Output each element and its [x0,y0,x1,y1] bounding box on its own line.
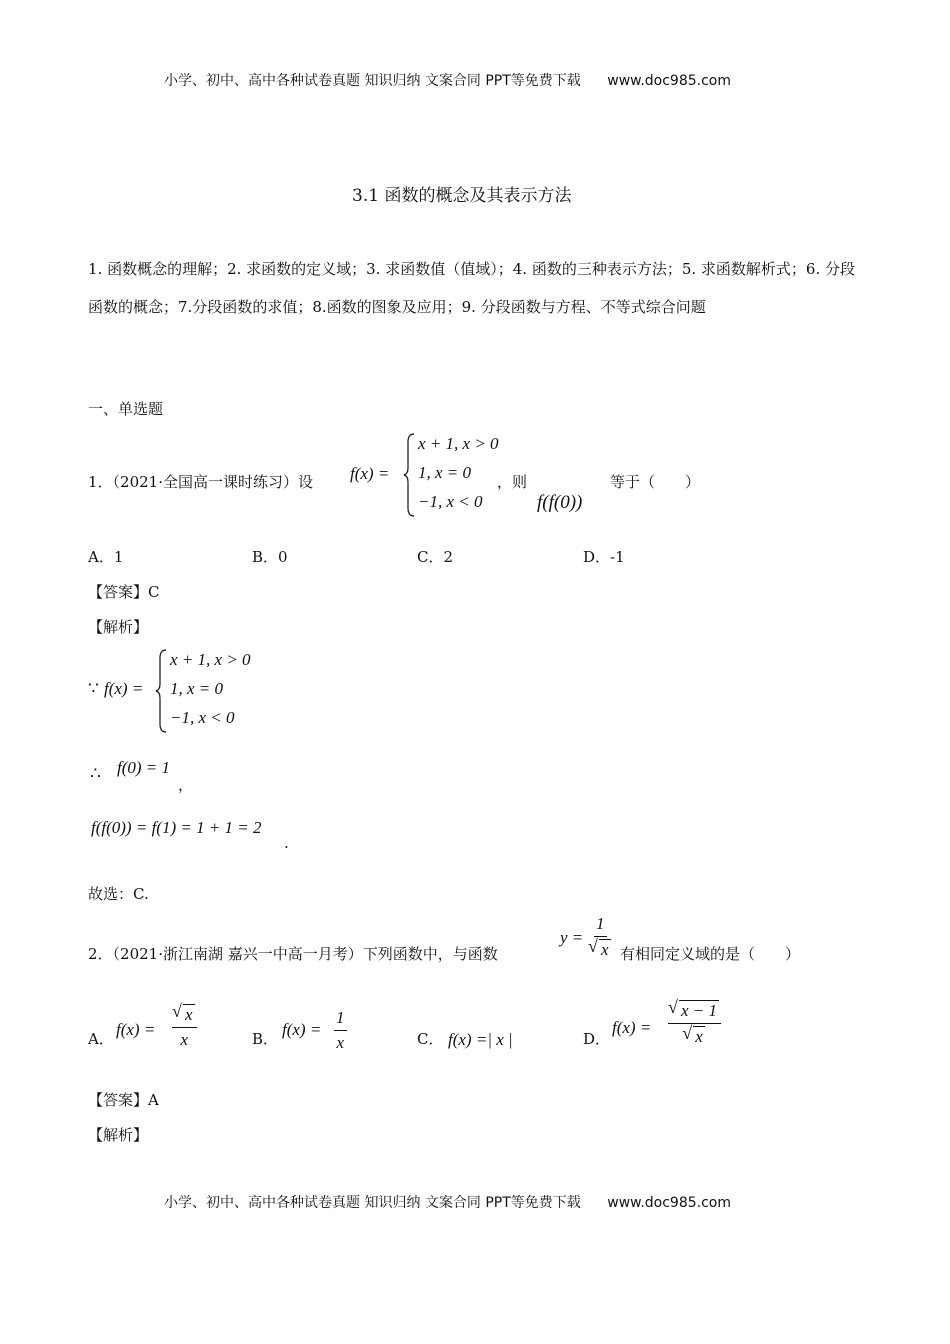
q2-y-fraction [590,914,611,960]
q2-option-b-label[interactable]: B． [252,1030,279,1048]
q2-y-den: √ x [599,939,611,960]
q1-step-1: f(0) = 1 [117,758,171,777]
q2-option-b-lhs: f(x) = [282,1020,322,1039]
section-heading: 一、单选题 [88,400,164,418]
q1-analysis-label: 【解析】 [88,618,149,636]
footer-url[interactable]: www.doc985.com [607,1195,731,1211]
q2-option-d-fraction [668,1000,721,1047]
q2-option-b-fraction [334,1008,347,1053]
q2-option-d-label[interactable]: D． [583,1030,611,1048]
q1-conclusion: 故选：C. [88,885,149,903]
page-title: 3.1 函数的概念及其表示方法 [352,186,572,206]
q2-option-b-den: x [336,1033,345,1052]
q2-option-d-num: √ x − 1 [679,1000,719,1021]
q2-option-a-label[interactable]: A． [88,1030,114,1048]
q2-option-a-fraction [172,1004,197,1050]
therefore-symbol: ∴ [90,764,101,784]
q1-sol-fx: f(x) = [104,679,144,698]
q1-sol-case-1: x + 1, x > 0 [170,650,251,669]
header-url[interactable]: www.doc985.com [607,73,731,89]
q2-option-a-lhs: f(x) = [116,1020,156,1039]
page-header [164,70,731,90]
q2-option-a-num: √ x [183,1004,195,1025]
q1-mid: ，则 [497,473,528,491]
q1-ff0: f(f(0)) [537,492,583,513]
q2-option-a-den: x [180,1030,189,1049]
q2-y-num: 1 [594,914,607,937]
q2-option-b-num: 1 [334,1008,347,1031]
q2-option-d-den: √ x [693,1026,705,1047]
q1-case-2: 1, x = 0 [418,463,472,482]
q2-prefix: 2．（2021·浙江南湖 嘉兴一中高一月考）下列函数中，与函数 [88,945,498,963]
because-symbol: ∵ [88,679,99,699]
q1-case-3: −1, x < 0 [418,492,483,511]
q1-option-a[interactable]: A．1 [88,548,124,566]
q2-answer: 【答案】A [88,1091,159,1109]
q2-suffix: 有相同定义域的是（ ） [620,945,801,963]
topic-list: 1. 函数概念的理解；2. 求函数的定义域；3. 求函数值（值域）；4. 函数的三种表示方法；5. 求函数解析式；6. 分段函数的概念；7.分段函数的求值；8.函数的图象及应用；9. 分段函数与方程、不等式综合问题 [88,260,855,316]
q1-case-1: x + 1, x > 0 [418,434,499,453]
q2-option-d-lhs: f(x) = [612,1018,652,1037]
q2-option-c-label[interactable]: C． [417,1030,444,1048]
page-footer [164,1192,731,1212]
q1-option-d[interactable]: D．-1 [583,548,625,566]
q2-analysis-label: 【解析】 [88,1126,149,1144]
q1-fx: f(x) = [350,464,390,483]
q1-prefix: 1．（2021·全国高一课时练习）设 [88,473,313,491]
q2-option-c-expr: f(x) =| x | [448,1030,513,1049]
q1-suffix: 等于（ ） [610,473,701,491]
q1-step-2-punct: . [284,834,289,852]
q1-answer: 【答案】C [88,583,160,601]
q1-sol-case-2: 1, x = 0 [170,679,224,698]
q1-option-c[interactable]: C．2 [417,548,454,566]
header-text: 小学、初中、高中各种试卷真题 知识归纳 文案合同 PPT等免费下载 [164,73,581,89]
footer-text: 小学、初中、高中各种试卷真题 知识归纳 文案合同 PPT等免费下载 [164,1195,581,1211]
q1-sol-brace-icon [154,648,168,734]
q1-sol-case-3: −1, x < 0 [170,708,235,727]
q1-step-1-punct: ， [178,776,194,794]
q2-y-eq: y = [560,928,584,947]
q1-option-b[interactable]: B．0 [252,548,288,566]
q1-step-2: f(f(0)) = f(1) = 1 + 1 = 2 [91,818,262,837]
q1-brace-icon [402,432,416,518]
